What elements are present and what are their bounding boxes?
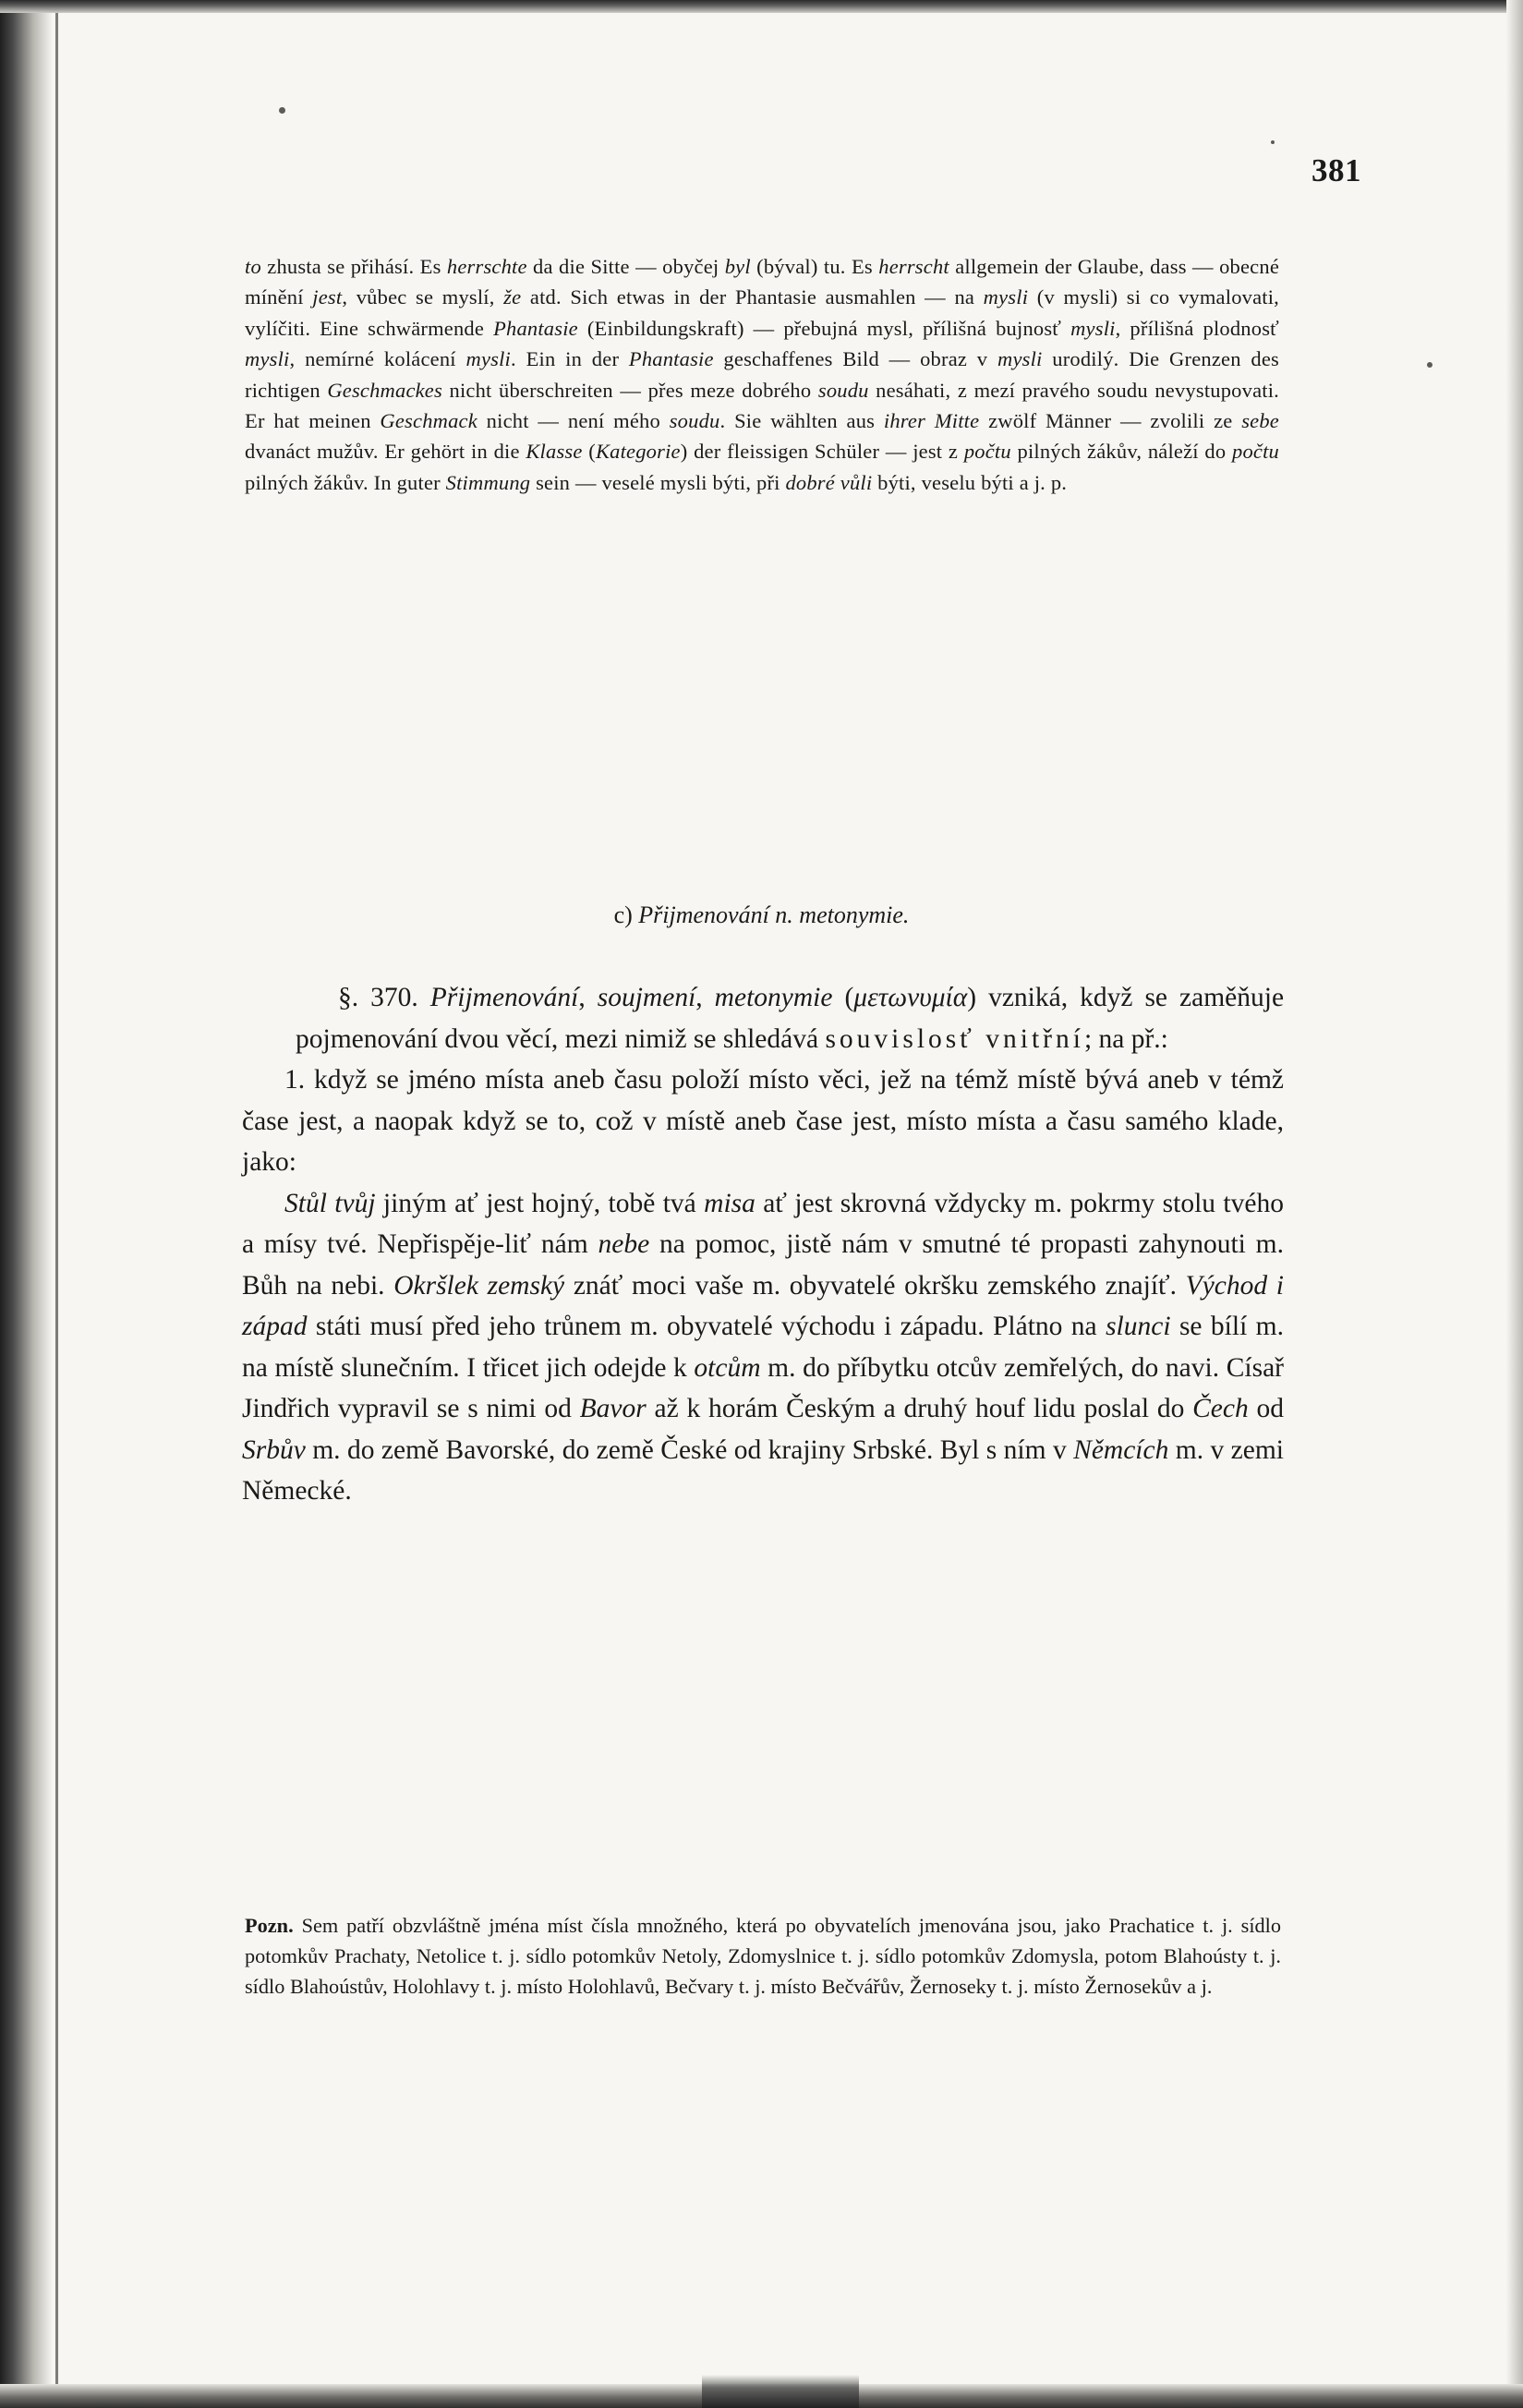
top-paragraph: to zhusta se přihásí. Es herrschte da die Sitte — obyčej byl (býval) tu. Es herrscht allgemein der Glaube, dass — obecné mínění jest, vůbec se myslí, že atd. Sich etwas in der Phantasie ausmahlen — na mysli (v mysli) si co vymalovati, vylíčiti. Eine schwärmende Phantasie (Einbildungskraft) — přebujná mysl, přílišná bujnosť mysli, přílišná plodnosť mysli, nemírné kolácení mysli. Ein in der Phantasie geschaffenes Bild — obraz v mysli urodilý. Die Grenzen des richtigen Geschmackes nicht überschreiten — přes meze dobrého soudu nesáhati, z mezí pravého soudu nevystupovati. Er hat meinen Geschmack nicht — není mého soudu. Sie wählten aus ihrer Mitte zwölf Männer — zvolili ze sebe dvanáct mužův. Er gehört in die Klasse (Kategorie) der fleissigen Schüler — jest z počtu pilných žákův, náleží do počtu pilných žákův. In guter Stimmung sein — veselé mysli býti, při dobré vůli býti, veselu býti a j. p. [245, 255, 1280, 494]
body-paragraph: 1. když se jméno místa aneb času položí místo věci, jež na témž místě bývá aneb v témž čase jest, a naopak když se to, což v místě aneb čase jest, místo místa a času samého klade, jako: [242, 1065, 1284, 1177]
footnote-text: Sem patří obzvláštně jména míst čísla množného, která po obyvatelích jmenována jsou, jako Prachatice t. j. sídlo potomkův Prachaty, Netolice t. j. sídlo potomkův Netoly, Zdomyslnice t. j. sídlo potomkův Zdomysla, potom Blahoústy t. j. sídlo Blahoústův, Holohlavy t. j. místo Holohlavů, Bečvary t. j. místo Bečvářův, Žernoseky t. j. místo Žernosekův a j. [245, 1914, 1282, 1998]
page-number: 381 [1311, 152, 1361, 188]
main-body [242, 977, 1284, 1512]
section-heading-tail: n. metonymie. [775, 901, 910, 928]
body-paragraph: Stůl tvůj jiným ať jest hojný, tobě tvá misa ať jest skrovná vždycky m. pokrmy stolu tvého a mísy tvé. Nepřispěje-liť nám nebe na pomoc, jistě nám v smutné té propasti zahynouti m. Bůh na nebi. Okršlek zemský znáť moci vaše m. obyvatelé okršku zemského znajíť. Východ i západ státi musí před jeho trůnem m. obyvatelé východu i západu. Plátno na slunci se bílí m. na místě slunečním. I třicet jich odejde k otcům m. do příbytku otcův zemřelých, do navi. Císař Jindřich vypravil se s nimi od Bavor až k horám Českým a druhý houf lidu poslal do Čech od Srbův m. do země Bavorské, do země České od krajiny Srbské. Byl s ním v Němcích m. v zemi Německé. [242, 1188, 1284, 1506]
section-heading-term: Přijmenování [638, 901, 769, 928]
footnote-label: Pozn. [245, 1914, 294, 1937]
section-heading [0, 901, 1523, 929]
section-heading-marker: c) [613, 901, 633, 928]
body-paragraph: §. 370. Přijmenování, soujmení, metonymie (μετωνυμία) vzniká, když se zaměňuje pojmenování dvou věcí, mezi nimiž se shledává souvislosť vnitřní; na př.: [296, 983, 1285, 1054]
footnote-paragraph [245, 1910, 1281, 2002]
